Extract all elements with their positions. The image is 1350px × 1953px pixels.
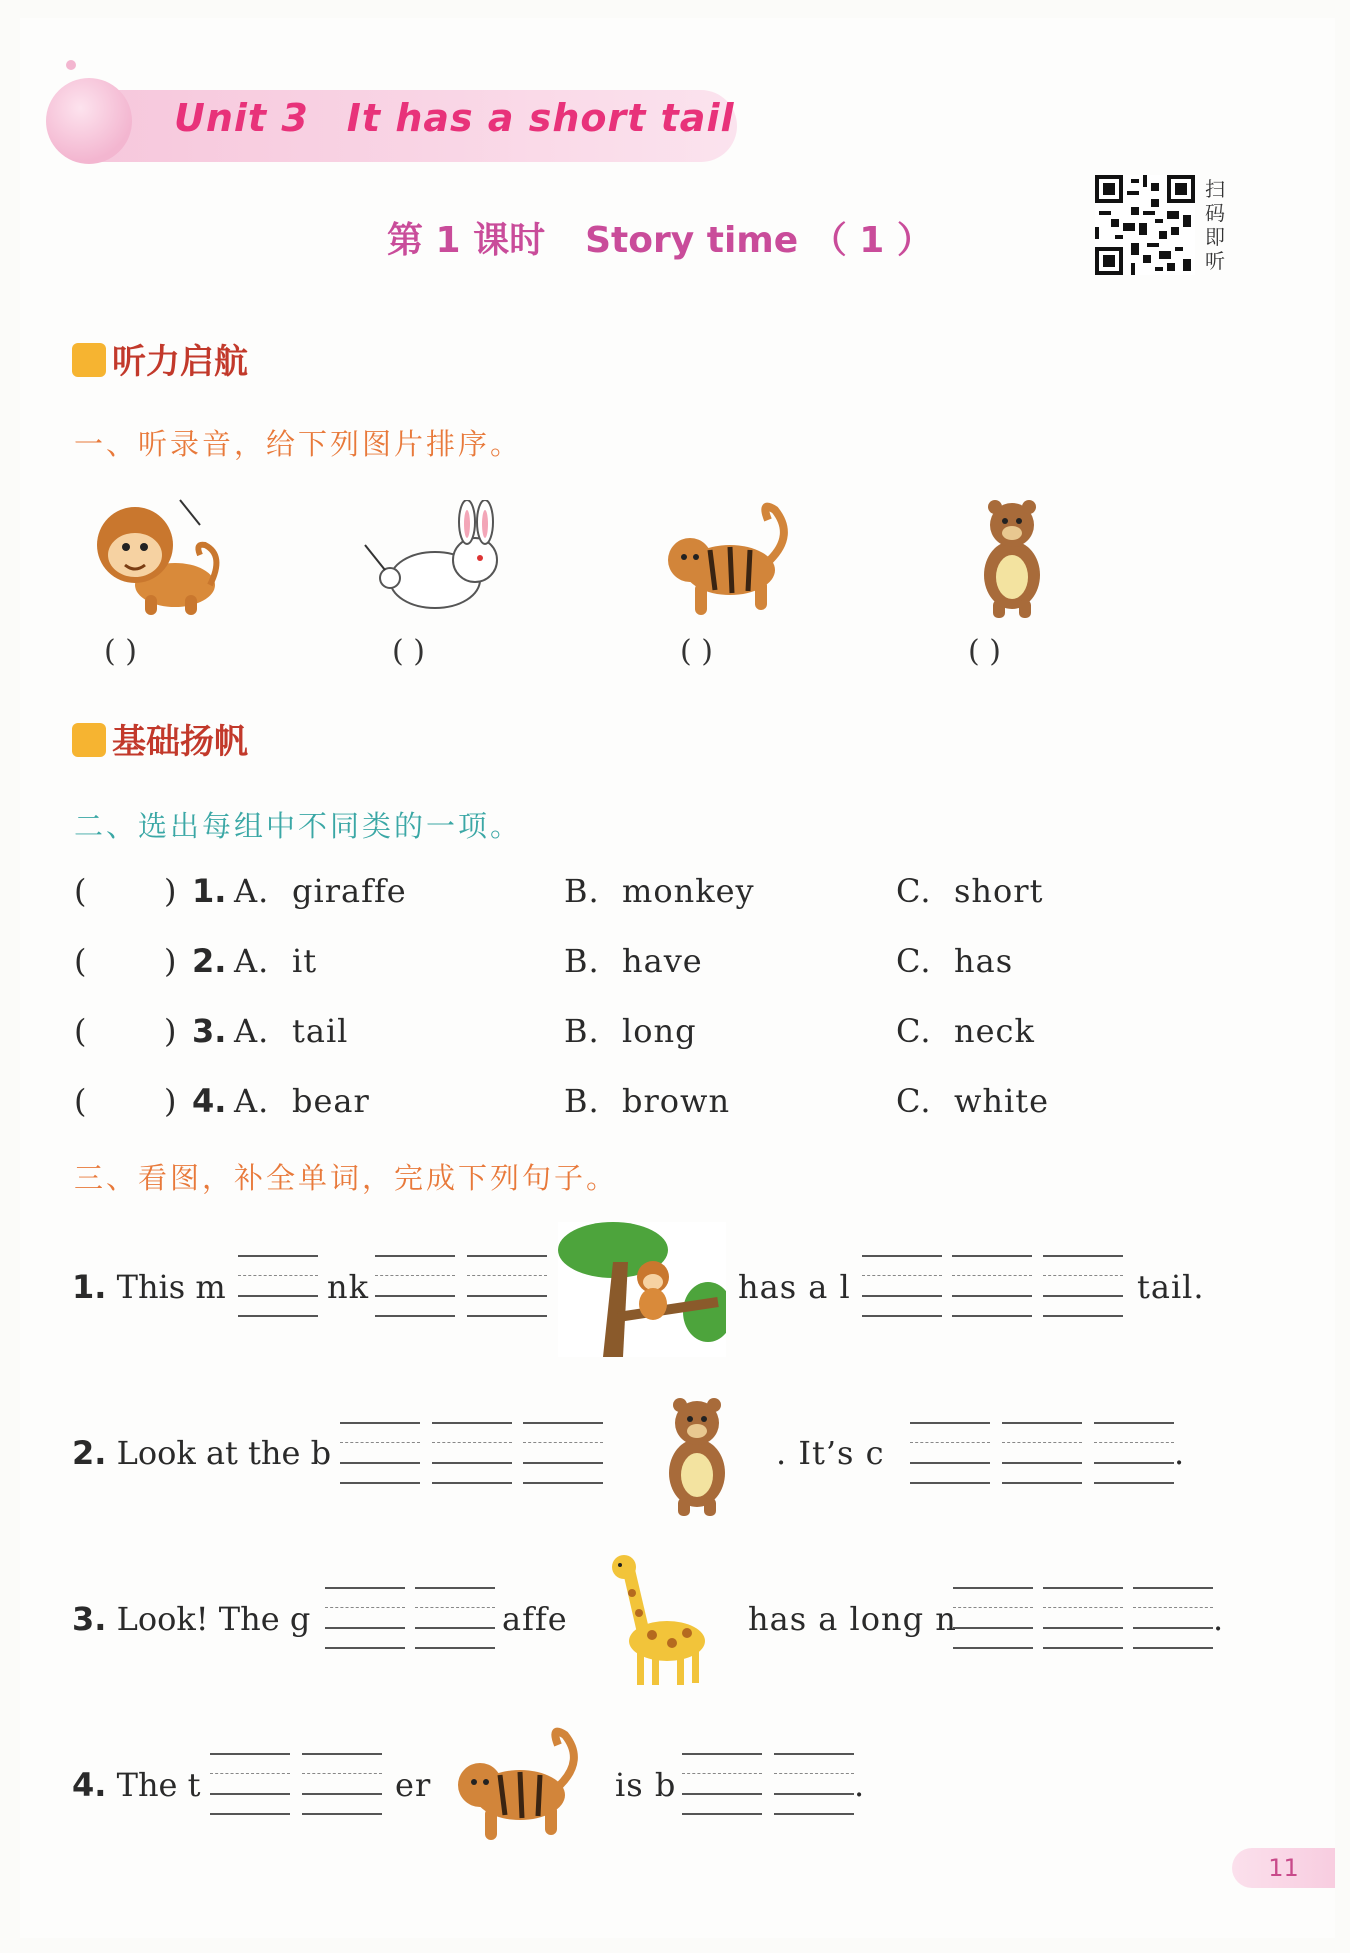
sentence-text: Look! The g [116, 1600, 311, 1638]
letter-blank[interactable] [375, 1255, 455, 1317]
option-b: B. brown [564, 1082, 731, 1120]
option-b: B. have [564, 942, 703, 980]
qr-code-icon[interactable] [1095, 175, 1195, 275]
sentence-text: has a l [738, 1268, 851, 1306]
monkey-image [90, 495, 225, 620]
answer-paren[interactable]: ( ) [968, 634, 1001, 669]
page-number: 11 [1232, 1848, 1335, 1888]
sentence-text: . [854, 1766, 866, 1804]
q3-sentence-3 [72, 1600, 310, 1638]
section-basics-label: 基础扬帆 [112, 722, 248, 762]
letter-blank[interactable] [238, 1255, 318, 1317]
answer-open-paren[interactable]: ( [74, 1082, 87, 1120]
unit-label: Unit 3 [174, 96, 309, 140]
option-c: C. has [896, 942, 1014, 980]
sentence-text: . It’s c [776, 1434, 885, 1472]
item-number: 2. [192, 942, 227, 980]
item-number: 3. [192, 1012, 227, 1050]
letter-blank[interactable] [432, 1422, 512, 1484]
bear-image [975, 495, 1050, 620]
item-number: 4. [72, 1766, 107, 1804]
sail-icon [72, 723, 106, 757]
banner-ball-decoration [46, 78, 132, 164]
section-listening-heading [72, 334, 248, 383]
sentence-text: This m [116, 1268, 226, 1306]
option-a: A. bear [234, 1082, 370, 1120]
q3-sentence-2 [72, 1434, 331, 1472]
answer-close-paren: ) [164, 872, 177, 910]
option-c: C. neck [896, 1012, 1035, 1050]
letter-blank[interactable] [910, 1422, 990, 1484]
item-number: 2. [72, 1434, 107, 1472]
letter-blank[interactable] [1094, 1422, 1174, 1484]
letter-blank[interactable] [523, 1422, 603, 1484]
letter-blank[interactable] [953, 1587, 1033, 1649]
sentence-text: er [395, 1766, 432, 1804]
sentence-text: . [1213, 1600, 1225, 1638]
rabbit-image [360, 500, 510, 615]
qr-label-char: 码 [1205, 201, 1225, 225]
letter-blank[interactable] [302, 1753, 382, 1815]
anchor-icon [72, 343, 106, 377]
q2-heading: 二、选出每组中不同类的一项。 [74, 809, 523, 843]
monkey-in-tree-image [558, 1222, 726, 1357]
lesson-name: Story time （ 1 ） [585, 220, 933, 261]
sentence-text: Look at the b [116, 1434, 332, 1472]
sentence-text: affe [502, 1600, 568, 1638]
letter-blank[interactable] [952, 1255, 1032, 1317]
qr-label [1203, 177, 1227, 273]
qr-label-char: 听 [1205, 249, 1225, 273]
option-c: C. short [896, 872, 1044, 910]
letter-blank[interactable] [415, 1587, 495, 1649]
sentence-text: . [1174, 1434, 1186, 1472]
letter-blank[interactable] [1043, 1255, 1123, 1317]
option-b: B. long [564, 1012, 697, 1050]
tiger-image [450, 1720, 585, 1850]
option-a: A. tail [234, 1012, 349, 1050]
sentence-text: tail. [1137, 1268, 1205, 1306]
bear-image [660, 1393, 735, 1518]
option-b: B. monkey [564, 872, 755, 910]
answer-open-paren[interactable]: ( [74, 942, 87, 980]
answer-paren[interactable]: ( ) [680, 634, 713, 669]
option-c: C. white [896, 1082, 1050, 1120]
q3-sentence-4 [72, 1766, 201, 1804]
answer-close-paren: ) [164, 1012, 177, 1050]
tiger-image [660, 495, 795, 625]
answer-paren[interactable]: ( ) [104, 634, 137, 669]
letter-blank[interactable] [1133, 1587, 1213, 1649]
qr-label-char: 即 [1205, 225, 1225, 249]
lesson-number: 第 1 课时 [387, 220, 546, 261]
answer-paren[interactable]: ( ) [392, 634, 425, 669]
q3-heading: 三、看图，补全单词，完成下列句子。 [74, 1161, 619, 1195]
lesson-title [387, 212, 933, 263]
sentence-text: The t [116, 1766, 201, 1804]
answer-close-paren: ) [164, 942, 177, 980]
option-a: A. giraffe [234, 872, 407, 910]
letter-blank[interactable] [1002, 1422, 1082, 1484]
letter-blank[interactable] [682, 1753, 762, 1815]
section-listening-label: 听力启航 [112, 342, 248, 382]
section-basics-heading [72, 714, 248, 763]
item-number: 4. [192, 1082, 227, 1120]
letter-blank[interactable] [467, 1255, 547, 1317]
answer-open-paren[interactable]: ( [74, 872, 87, 910]
q3-sentence-1 [72, 1268, 226, 1306]
unit-title [174, 96, 735, 140]
option-a: A. it [234, 942, 318, 980]
item-number: 1. [72, 1268, 107, 1306]
qr-label-char: 扫 [1205, 177, 1225, 201]
answer-open-paren[interactable]: ( [74, 1012, 87, 1050]
sentence-text: has a long n [748, 1600, 957, 1638]
answer-close-paren: ) [164, 1082, 177, 1120]
q1-heading: 一、听录音，给下列图片排序。 [74, 427, 523, 461]
letter-blank[interactable] [774, 1753, 854, 1815]
letter-blank[interactable] [862, 1255, 942, 1317]
unit-name: It has a short tail [346, 96, 735, 140]
sentence-text: is b [615, 1766, 677, 1804]
letter-blank[interactable] [210, 1753, 290, 1815]
item-number: 1. [192, 872, 227, 910]
giraffe-image [602, 1553, 712, 1688]
letter-blank[interactable] [1043, 1587, 1123, 1649]
sentence-text: nk [327, 1268, 369, 1306]
letter-blank[interactable] [340, 1422, 420, 1484]
letter-blank[interactable] [325, 1587, 405, 1649]
item-number: 3. [72, 1600, 107, 1638]
